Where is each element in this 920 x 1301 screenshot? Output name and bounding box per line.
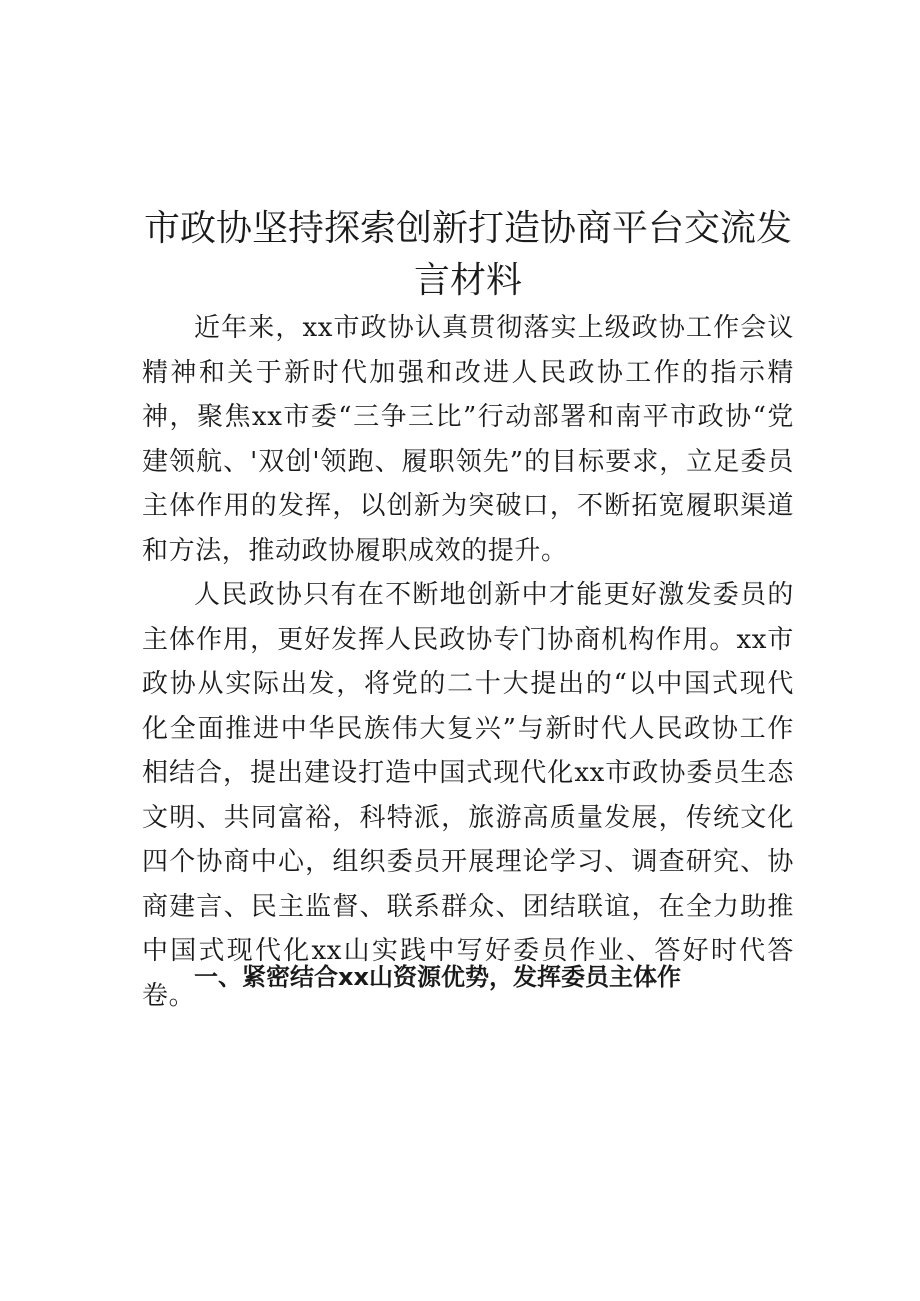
- paragraph-innovation: 人民政协只有在不断地创新中才能更好激发委员的主体作用，更好发挥人民政协专门协商机构作用。xx市政协从实际出发，将党的二十大提出的“以中国式现代化全面推进中华民族伟大复兴”与新时代人民政协工作相结合，提出建设打造中国式现代化xx市政协委员生态文明、共同富裕，科特派，旅游高质量发展，传统文化四个协商中心，组织委员开展理论学习、调查研究、协商建言、民主监督、联系群众、团结联谊，在全力助推中国式现代化xx山实践中写好委员作业、答好时代答卷。: [142, 580, 794, 1011]
- document-body: [142, 306, 794, 1018]
- section-heading: 一、紧密结合xx山资源优势，发挥委员主体作: [194, 963, 681, 991]
- document-title: 市政协坚持探索创新打造协商平台交流发言材料: [143, 208, 792, 301]
- paragraph-intro: 近年来，xx市政协认真贯彻落实上级政协工作会议精神和关于新时代加强和改进人民政协工作的指示精神，聚焦xx市委“三争三比”行动部署和南平市政协“党建领航、'双创'领跑、履职领先”的目标要求，立足委员主体作用的发挥，以创新为突破口，不断拓宽履职渠道和方法，推动政协履职成效的提升。: [142, 313, 794, 566]
